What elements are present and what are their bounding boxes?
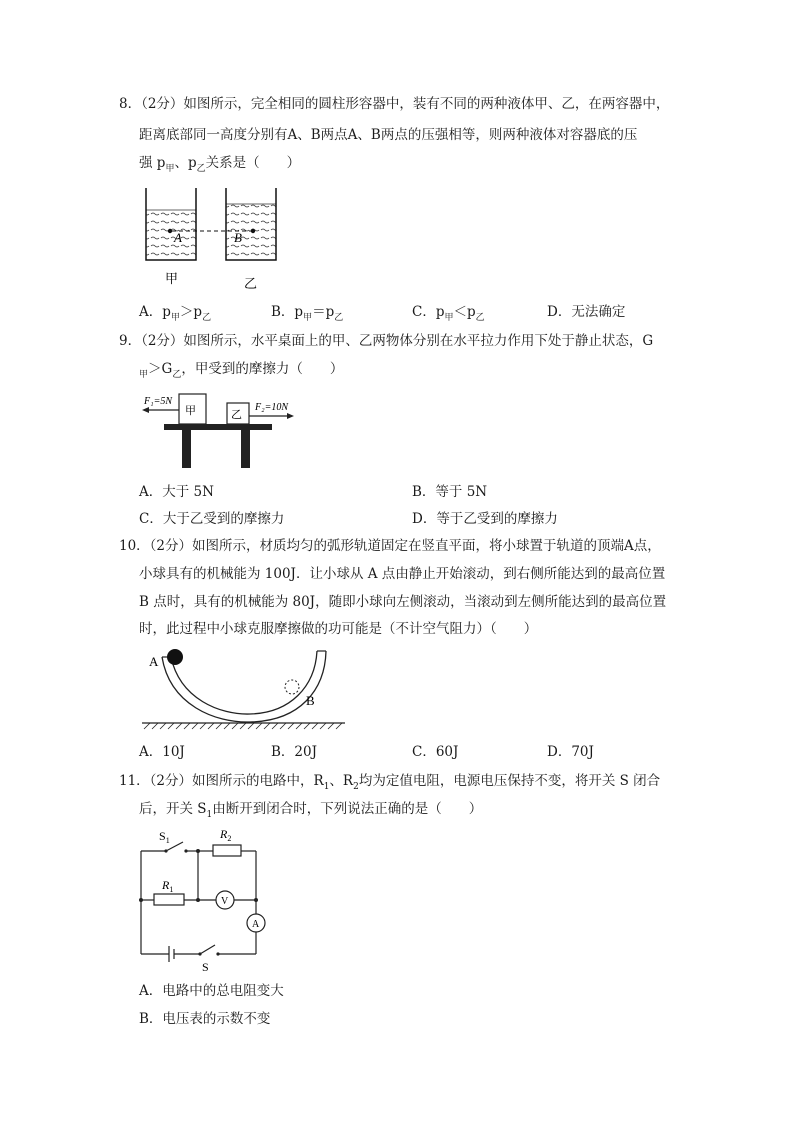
q8-ob-sub1: 甲	[303, 313, 313, 323]
label-r2: $R_2$	[220, 827, 232, 843]
point-b-dot	[251, 229, 255, 233]
f2-arrowhead	[287, 413, 294, 419]
q9-stem-suffix: ，甲受到的摩擦力（ ）	[181, 361, 344, 377]
q8-option-a[interactable]	[139, 303, 211, 323]
caption-jia: 甲	[165, 271, 179, 286]
q11-stem-mid: 、R	[329, 773, 354, 789]
q11-sub-2: 2	[353, 782, 359, 792]
q9-sub-jia: 甲	[139, 370, 149, 380]
label-r1: $R_1$	[162, 878, 174, 894]
ground-hatch	[144, 723, 342, 729]
q9-option-c[interactable]: C．大于乙受到的摩擦力	[139, 511, 285, 527]
box-yi-label: 乙	[231, 409, 242, 421]
q11-option-b[interactable]: B．电压表的示数不变	[139, 1011, 271, 1027]
q8-ob-op: ＝p	[312, 304, 335, 320]
table-top	[164, 424, 272, 430]
ball-at-b	[285, 680, 299, 694]
q9-option-a[interactable]: A．大于 5N	[139, 484, 214, 500]
label-a: A	[252, 919, 260, 930]
q9-option-b[interactable]: B．等于 5N	[412, 484, 488, 500]
q9-stem-line2	[139, 360, 343, 380]
q9-stem-mid: ＞G	[148, 361, 173, 377]
q8-ob-pre: B．p	[271, 304, 304, 320]
q8-stem-line2: 距离底部同一高度分别有A、B两点A、B两点的压强相等，则两种液体对容器底的压	[139, 127, 638, 143]
q8-oa-pre: A．p	[139, 304, 171, 320]
q8-oc-op: ＜p	[453, 304, 476, 320]
resistor-r2	[213, 845, 241, 856]
resistor-r1	[154, 894, 184, 905]
q11-line2-prefix: 后，开关 S	[139, 801, 207, 817]
q8-stem-line1: 8．（2分）如图所示，完全相同的圆柱形容器中，装有不同的两种液体甲、乙，在两容器中，	[119, 96, 670, 112]
label-a: A	[149, 654, 159, 669]
q8-oa-sub2: 乙	[202, 313, 212, 323]
q8-oc-sub1: 甲	[444, 313, 454, 323]
q8-stem-sep: 、p	[174, 155, 197, 171]
q8-oc-sub2: 乙	[475, 313, 485, 323]
q10-option-b[interactable]: B．20J	[271, 744, 318, 760]
q10-option-d[interactable]: D．70J	[547, 744, 594, 760]
q11-sub-1: 1	[323, 782, 330, 792]
f2-label: F₂=10N	[255, 402, 289, 413]
q10-stem-line4: 时，此过程中小球克服摩擦做的功可能是（不计空气阻力）（ ）	[139, 621, 538, 637]
q8-stem-prefix: 强 p	[139, 155, 166, 171]
track-inner	[171, 651, 317, 714]
label-v: V	[221, 896, 229, 907]
q8-sub-yi: 乙	[196, 164, 206, 174]
q11-stem-prefix: 11．（2分）如图所示的电路中，R	[119, 773, 324, 789]
q10-stem-line1: 10．（2分）如图所示，材质均匀的弧形轨道固定在竖直平面，将小球置于轨道的顶端A点，	[119, 538, 661, 554]
q10-stem-line3: B 点时，具有的机械能为 80J，随即小球向左侧滚动，当滚动到左侧所能达到的最高位置	[139, 594, 667, 610]
q8-sub-jia: 甲	[165, 164, 175, 174]
q8-option-b[interactable]	[271, 303, 343, 323]
q8-option-d[interactable]: D．无法确定	[547, 304, 626, 320]
q10-figure-track	[140, 645, 355, 735]
box-jia-label: 甲	[185, 405, 196, 417]
point-a-dot	[168, 229, 172, 233]
table-leg-right	[241, 430, 250, 468]
q9-sub-yi: 乙	[172, 370, 182, 380]
q8-oa-op: ＞p	[179, 304, 203, 320]
caption-yi: 乙	[244, 276, 258, 291]
q8-option-c[interactable]	[412, 303, 485, 323]
q8-oc-pre: C．p	[412, 304, 445, 320]
q9-figure-table	[142, 390, 302, 470]
q9-option-d[interactable]: D．等于乙受到的摩擦力	[412, 511, 558, 527]
label-b: B	[234, 230, 242, 245]
q8-oa-sub1: 甲	[170, 313, 180, 323]
q10-option-c[interactable]: C．60J	[412, 744, 459, 760]
label-a: A	[174, 230, 182, 245]
q11-stem-line1	[119, 772, 660, 792]
jia-liquid	[146, 210, 196, 260]
table-leg-left	[182, 430, 191, 468]
label-s: S	[202, 960, 209, 974]
f1-label: F₁=5N	[144, 396, 173, 407]
label-b: B	[306, 693, 315, 708]
f1-arrowhead	[142, 407, 149, 413]
q8-stem-line3	[139, 154, 300, 174]
q11-line2-suffix: 由断开到闭合时，下列说法正确的是（ ）	[212, 801, 483, 817]
q9-stem-line1: 9．（2分）如图所示，水平桌面上的甲、乙两物体分别在水平拉力作用下处于静止状态，G	[119, 333, 654, 349]
q10-option-a[interactable]: A．10J	[139, 744, 185, 760]
q10-stem-line2: 小球具有的机械能为 100J．让小球从 A 点由静止开始滚动，到右侧所能达到的最高位置	[139, 566, 666, 582]
q11-line2-sub: 1	[206, 810, 213, 820]
ball-at-a	[167, 649, 183, 665]
q11-option-a[interactable]: A．电路中的总电阻变大	[139, 983, 284, 999]
q11-stem-suffix: 均为定值电阻，电源电压保持不变，将开关 S 闭合	[358, 773, 661, 789]
q11-stem-line2	[139, 800, 482, 820]
track-outer	[162, 651, 326, 722]
q8-stem-suffix: 关系是（ ）	[205, 155, 301, 171]
q8-figure-containers	[140, 186, 290, 290]
q11-figure-circuit	[138, 826, 268, 974]
switch-s-blade	[200, 945, 215, 954]
label-s1: $S_1$	[159, 829, 170, 845]
q8-ob-sub2: 乙	[334, 313, 344, 323]
